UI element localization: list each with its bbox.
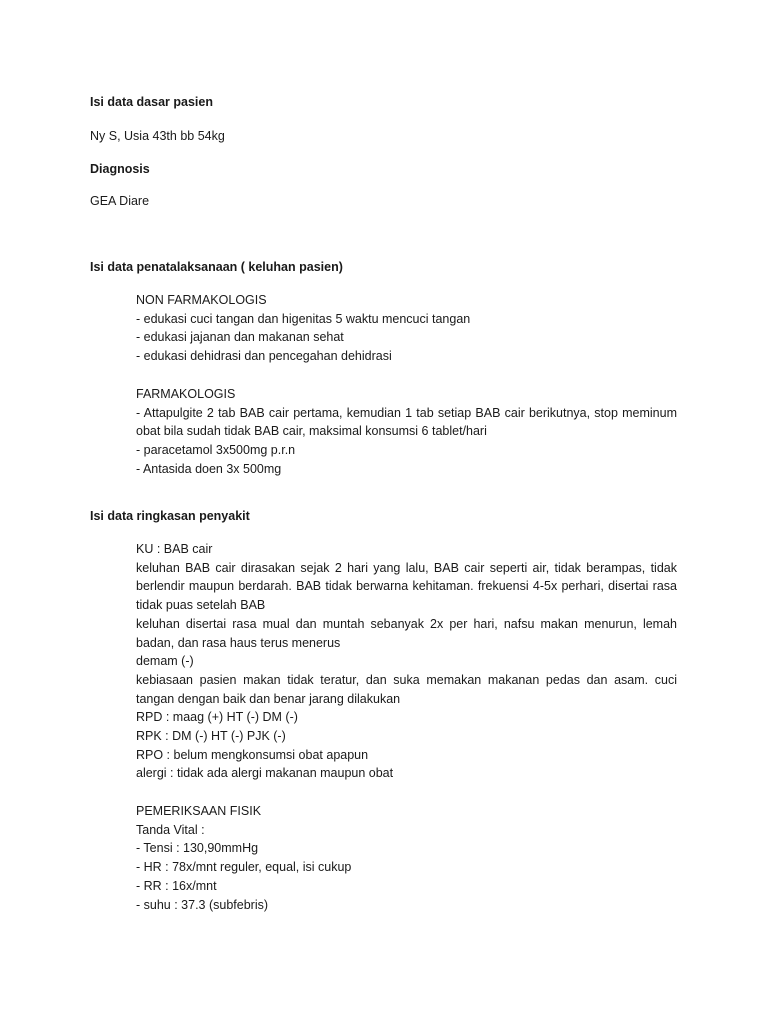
disease-summary-section	[136, 540, 677, 783]
vital-sign-item: - HR : 78x/mnt reguler, equal, isi cukup	[136, 860, 352, 875]
vital-sign-item: - suhu : 37.3 (subfebris)	[136, 897, 269, 912]
physical-exam-section	[136, 802, 677, 914]
complaint-paragraph: keluhan BAB cair dirasakan sejak 2 hari yang lalu, BAB cair seperti air, tidak berampas, tidak berlendir maupun berdarah. BAB tidak berwarna kehitaman. frekuensi 4-5x perhari, disertai rasa tidak puas setelah BAB	[136, 560, 677, 613]
list-item: - edukasi dehidrasi dan pencegahan dehidrasi	[136, 349, 392, 364]
heading-basic-data: Isi data dasar pasien	[90, 95, 213, 109]
family-history: RPK : DM (-) HT (-) PJK (-)	[136, 729, 286, 744]
list-item: - paracetamol 3x500mg p.r.n	[136, 443, 296, 458]
heading-management: Isi data penatalaksanaan ( keluhan pasien)	[90, 260, 343, 274]
non-pharmacological-section	[136, 291, 677, 366]
list-item: - edukasi jajanan dan makanan sehat	[136, 330, 344, 345]
past-medical-history: RPD : maag (+) HT (-) DM (-)	[136, 710, 298, 725]
list-item: - Attapulgite 2 tab BAB cair pertama, kemudian 1 tab setiap BAB cair berikutnya, stop meminum obat bila sudah tidak BAB cair, maksimal konsumsi 6 tablet/hari	[136, 405, 677, 439]
vital-signs-title: Tanda Vital :	[136, 822, 205, 837]
chief-complaint: KU : BAB cair	[136, 542, 213, 556]
habits-paragraph: kebiasaan pasien makan tidak teratur, dan suka memakan makanan pedas dan asam. cuci tangan dengan baik dan benar jarang dilakukan	[136, 672, 677, 706]
physical-exam-title: PEMERIKSAAN FISIK	[136, 804, 262, 818]
list-item: - Antasida doen 3x 500mg	[136, 461, 282, 476]
vital-sign-item: - RR : 16x/mnt	[136, 878, 217, 893]
complaint-paragraph: keluhan disertai rasa mual dan muntah sebanyak 2x per hari, nafsu makan menurun, lemah badan, dan rasa haus terus menerus	[136, 616, 677, 650]
fever-note: demam (-)	[136, 654, 194, 669]
heading-summary: Isi data ringkasan penyakit	[90, 509, 250, 523]
allergy-note: alergi : tidak ada alergi makanan maupun obat	[136, 766, 394, 781]
patient-info: Ny S, Usia 43th bb 54kg	[90, 129, 225, 143]
diagnosis-value: GEA Diare	[90, 194, 150, 208]
pharm-title: FARMAKOLOGIS	[136, 387, 236, 401]
heading-diagnosis: Diagnosis	[90, 162, 150, 176]
list-item: - edukasi cuci tangan dan higenitas 5 waktu mencuci tangan	[136, 311, 471, 326]
pharmacological-section	[136, 385, 677, 479]
non-pharm-title: NON FARMAKOLOGIS	[136, 293, 267, 307]
vital-sign-item: - Tensi : 130,90mmHg	[136, 841, 259, 856]
medication-history: RPO : belum mengkonsumsi obat apapun	[136, 747, 369, 762]
